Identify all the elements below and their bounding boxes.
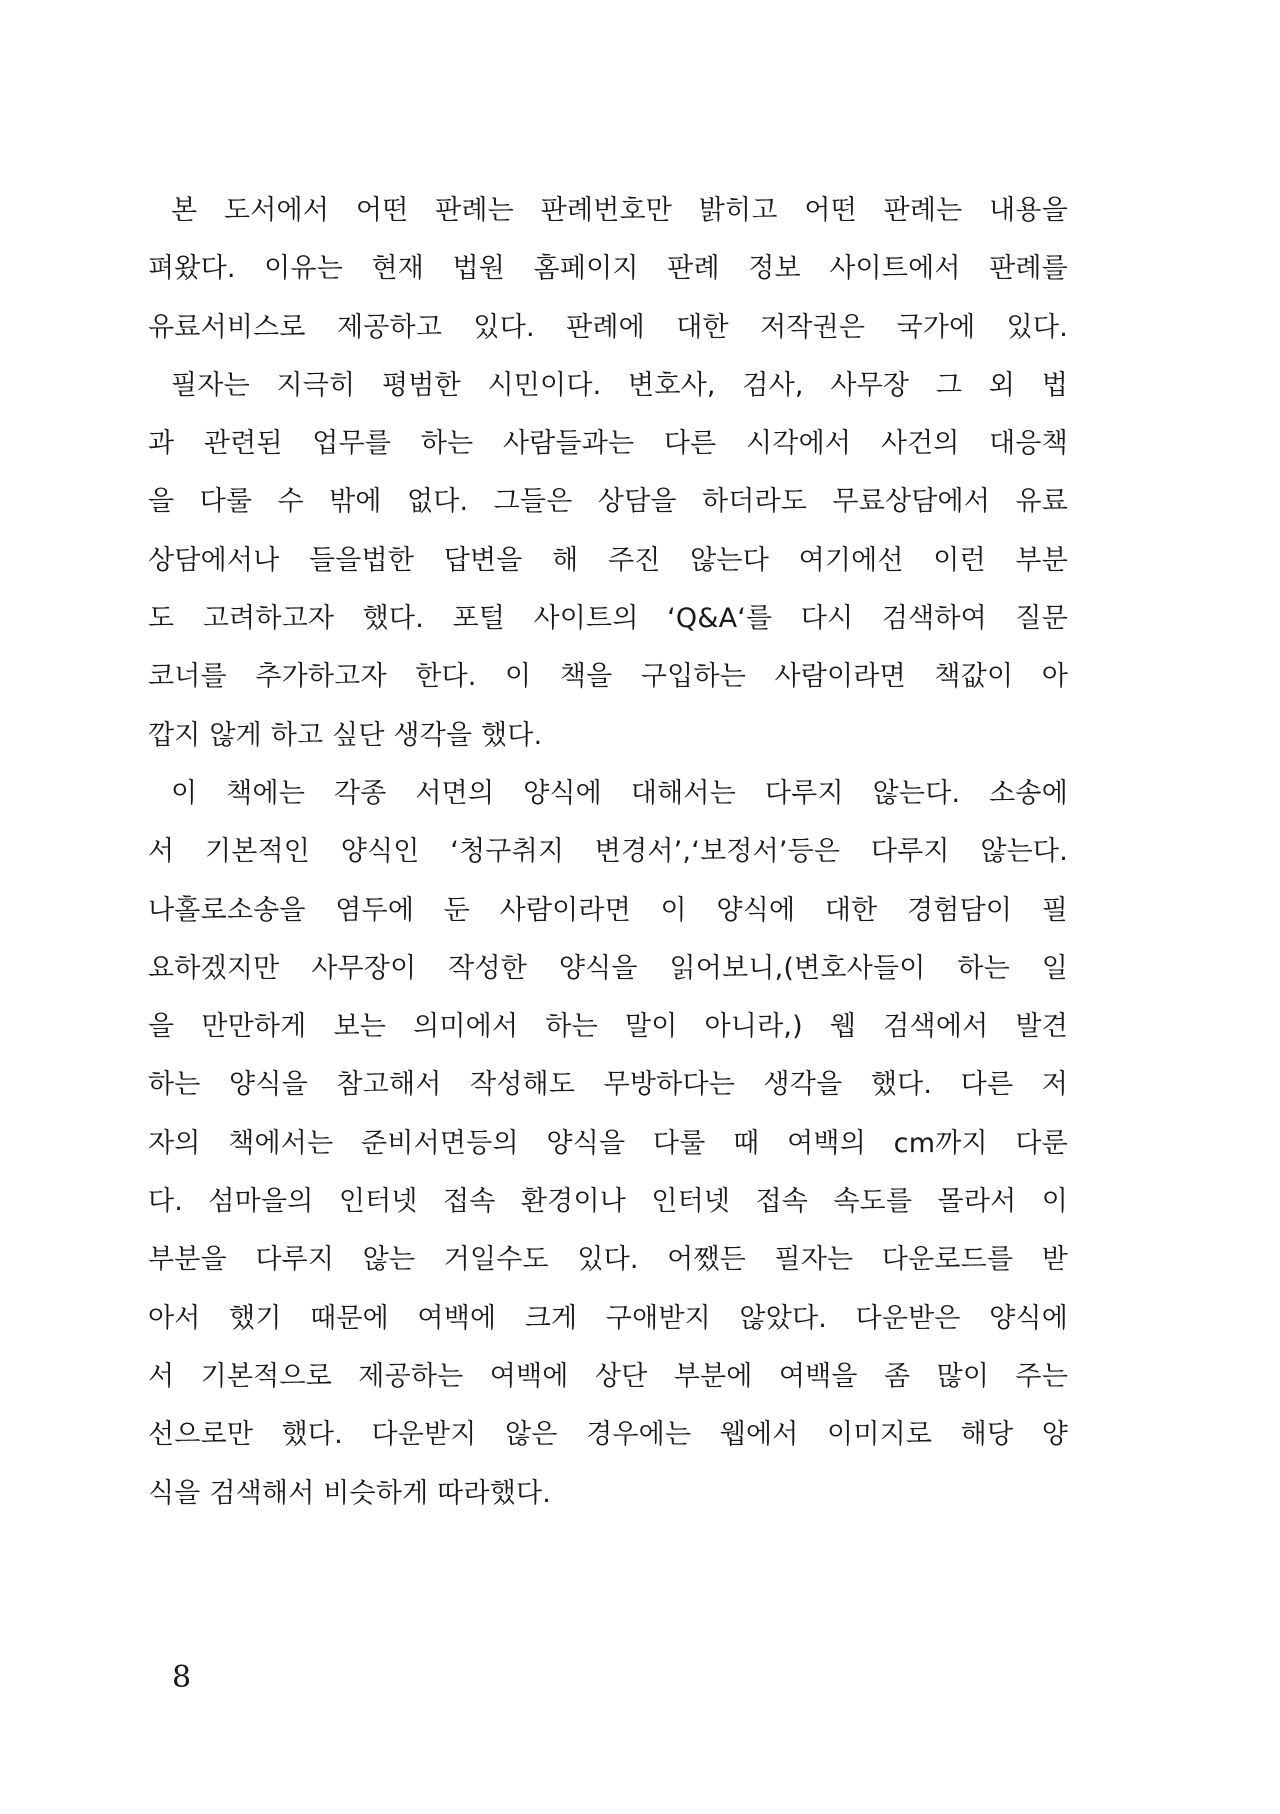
text-line: 이 책에는 각종 서면의 양식에 대해서는 다루지 않는다. 소송에: [171, 777, 1068, 809]
text-line: 을 다룰 수 밖에 없다. 그들은 상담을 하더라도 무료상담에서 유료: [148, 486, 1068, 518]
text-line: 과 관련된 업무를 하는 사람들과는 다른 시각에서 사건의 대응책: [148, 428, 1068, 460]
text-line: 코너를 추가하고자 한다. 이 책을 구입하는 사람이라면 책값이 아: [148, 661, 1068, 693]
text-line: 도 고려하고자 했다. 포털 사이트의 ‘Q&A‘를 다시 검색하여 질문: [148, 603, 1068, 635]
text-line: 하는 양식을 참고해서 작성해도 무방하다는 생각을 했다. 다른 저: [148, 1069, 1068, 1101]
body-text: [148, 182, 1068, 1523]
text-line: 부분을 다루지 않는 거일수도 있다. 어쨌든 필자는 다운로드를 받: [148, 1244, 1068, 1276]
text-line: 자의 책에서는 준비서면등의 양식을 다룰 때 여백의 cm까지 다룬: [148, 1127, 1068, 1159]
text-line: 서 기본적으로 제공하는 여백에 상단 부분에 여백을 좀 많이 주는: [148, 1360, 1068, 1392]
text-line: 을 만만하게 보는 의미에서 하는 말이 아니라,) 웹 검색에서 발견: [148, 1011, 1068, 1043]
page-number: 8: [172, 1660, 192, 1695]
text-line: 선으로만 했다. 다운받지 않은 경우에는 웹에서 이미지로 해당 양: [148, 1419, 1068, 1451]
text-line: 아서 했기 때문에 여백에 크게 구애받지 않았다. 다운받은 양식에: [148, 1302, 1068, 1334]
text-line: 펴왔다. 이유는 현재 법원 홈페이지 판례 정보 사이트에서 판례를: [148, 253, 1068, 285]
text-line: 요하겠지만 사무장이 작성한 양식을 읽어보니,(변호사들이 하는 일: [148, 952, 1068, 984]
text-line: 필자는 지극히 평범한 시민이다. 변호사, 검사, 사무장 그 외 법: [171, 369, 1068, 401]
text-line: 깝지 않게 하고 싶단 생각을 했다.: [148, 719, 543, 751]
text-line: 본 도서에서 어떤 판례는 판례번호만 밝히고 어떤 판례는 내용을: [171, 195, 1068, 226]
text-line: 상담에서나 들을법한 답변을 해 주진 않는다 여기에선 이런 부분: [148, 544, 1068, 576]
text-line: 다. 섬마을의 인터넷 접속 환경이나 인터넷 접속 속도를 몰라서 이: [148, 1186, 1068, 1218]
text-line: 식을 검색해서 비슷하게 따라했다.: [148, 1477, 552, 1509]
text-line: 나홀로소송을 염두에 둔 사람이라면 이 양식에 대한 경험담이 필: [148, 894, 1068, 926]
text-line: 유료서비스로 제공하고 있다. 판례에 대한 저작권은 국가에 있다.: [148, 311, 1068, 343]
text-line: 서 기본적인 양식인 ‘청구취지 변경서’,‘보정서’등은 다루지 않는다.: [148, 836, 1068, 868]
